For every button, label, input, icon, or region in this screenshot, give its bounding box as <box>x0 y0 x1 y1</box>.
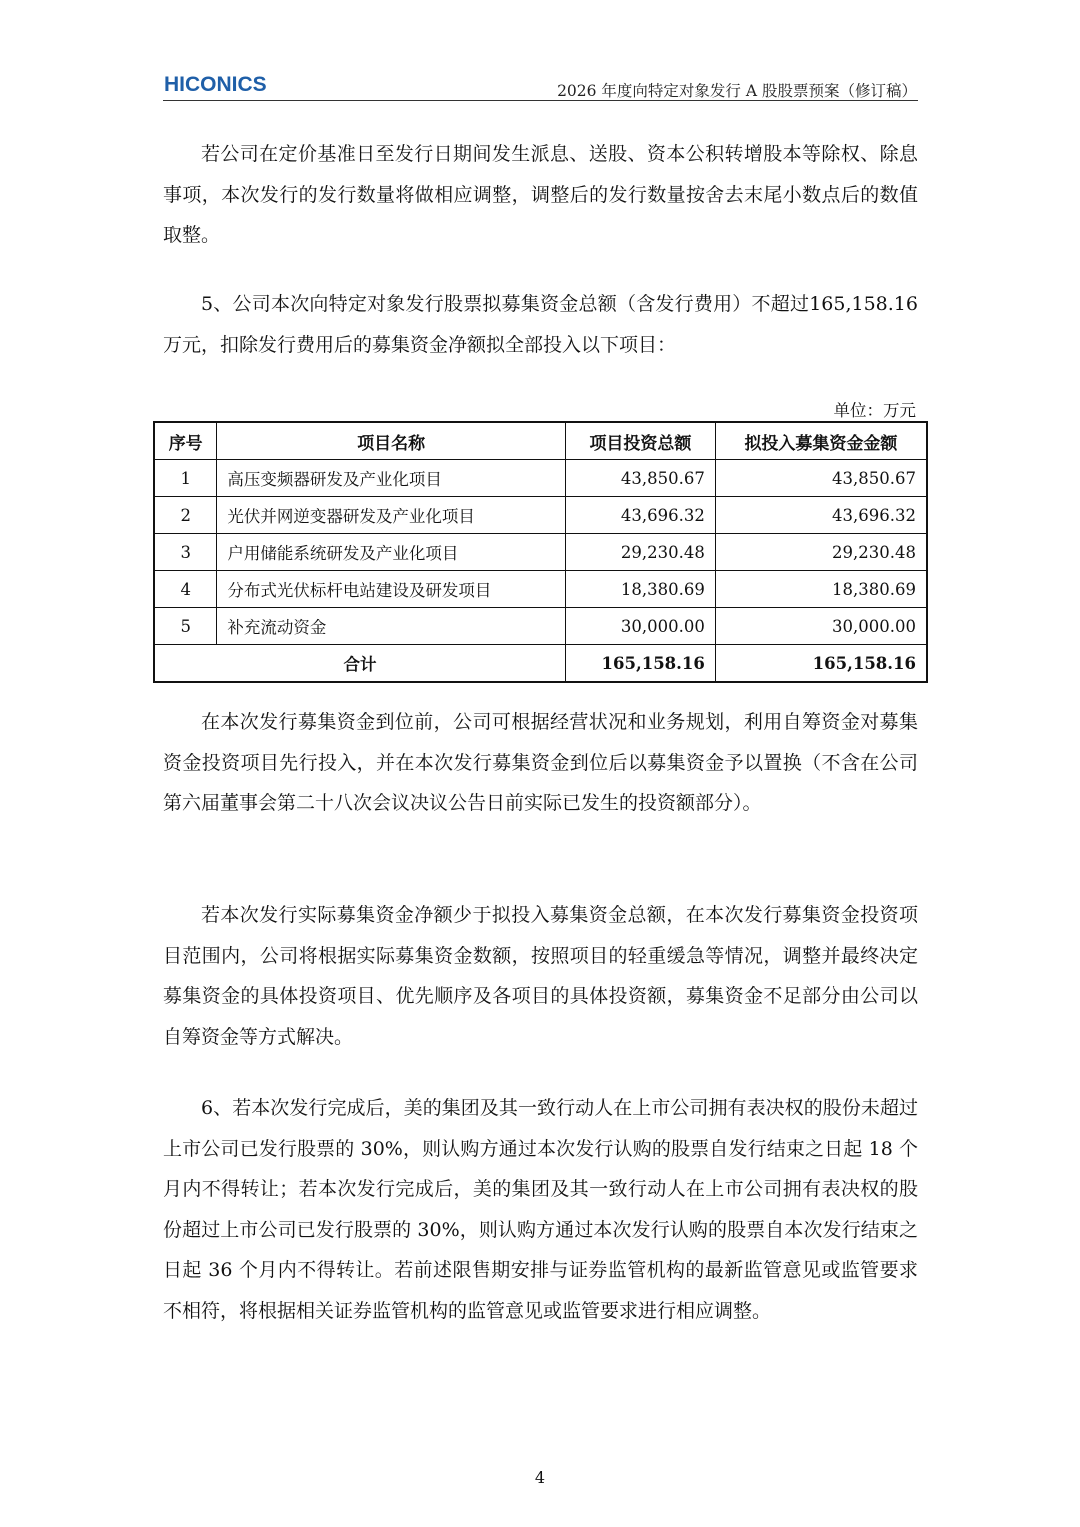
table-row <box>154 608 927 645</box>
row-total-investment: 43,696.32 <box>566 497 716 534</box>
total-investment-sum: 165,158.16 <box>566 645 716 683</box>
row-project-name: 户用储能系统研发及产业化项目 <box>217 534 566 571</box>
header-no: 序号 <box>154 422 217 460</box>
table-row <box>154 571 927 608</box>
row-total-investment: 43,850.67 <box>566 460 716 497</box>
table-row <box>154 534 927 571</box>
row-raised-funds: 43,696.32 <box>715 497 927 534</box>
header-divider <box>163 100 918 101</box>
paragraph-pre-investment: 在本次发行募集资金到位前，公司可根据经营状况和业务规划，利用自筹资金对募集资金投资项目先行投入，并在本次发行募集资金到位后以募集资金予以置换（不含在公司第六届董事会第二十八次会议决议公告日前实际已发生的投资额部分）。 <box>163 711 918 814</box>
row-project-name: 分布式光伏标杆电站建设及研发项目 <box>217 571 566 608</box>
paragraph-adjustment: 若公司在定价基准日至发行日期间发生派息、送股、资本公积转增股本等除权、除息事项，本次发行的发行数量将做相应调整，调整后的发行数量按舍去末尾小数点后的数值取整。 <box>163 143 918 246</box>
header-raised-funds: 拟投入募集资金金额 <box>715 422 927 460</box>
row-no: 1 <box>154 460 217 497</box>
paragraph-lockup: 6、若本次发行完成后，美的集团及其一致行动人在上市公司拥有表决权的股份未超过上市公司已发行股票的 30%，则认购方通过本次发行认购的股票自发行结束之日起 18 个月内不得转让；若本次发行完成后，美的集团及其一致行动人在上市公司拥有表决权的股份超过上市公司已发行股票的 30%，则认购方通过本次发行认购的股票自本次发行结束之日起 36 个月内不得转让。若前述限售期安排与证券监管机构的最新监管意见或监管要求不相符，将根据相关证券监管机构的监管意见或监管要求进行相应调整。 <box>163 1097 918 1322</box>
page-number: 4 <box>534 1468 546 1487</box>
row-raised-funds: 43,850.67 <box>715 460 927 497</box>
table-unit-label: 单位：万元 <box>833 401 916 420</box>
row-project-name: 补充流动资金 <box>217 608 566 645</box>
row-raised-funds: 30,000.00 <box>715 608 927 645</box>
row-no: 4 <box>154 571 217 608</box>
row-raised-funds: 29,230.48 <box>715 534 927 571</box>
row-project-name: 光伏并网逆变器研发及产业化项目 <box>217 497 566 534</box>
header-total-investment: 项目投资总额 <box>566 422 716 460</box>
total-raised-sum: 165,158.16 <box>715 645 927 683</box>
table-row <box>154 460 927 497</box>
row-total-investment: 30,000.00 <box>566 608 716 645</box>
company-logo: HICONICS <box>164 73 267 96</box>
row-no: 2 <box>154 497 217 534</box>
document-title: 2026 年度向特定对象发行 A 股股票预案（修订稿） <box>557 82 917 100</box>
paragraph-shortfall: 若本次发行实际募集资金净额少于拟投入募集资金总额，在本次发行募集资金投资项目范围内，公司将根据实际募集资金数额，按照项目的轻重缓急等情况，调整并最终决定募集资金的具体投资项目、优先顺序及各项目的具体投资额，募集资金不足部分由公司以自筹资金等方式解决。 <box>163 904 918 1048</box>
fund-projects-table <box>153 421 928 683</box>
row-raised-funds: 18,380.69 <box>715 571 927 608</box>
table-header-row <box>154 422 927 460</box>
header-project-name: 项目名称 <box>217 422 566 460</box>
row-project-name: 高压变频器研发及产业化项目 <box>217 460 566 497</box>
row-no: 5 <box>154 608 217 645</box>
table-total-row <box>154 645 927 683</box>
table-row <box>154 497 927 534</box>
row-total-investment: 29,230.48 <box>566 534 716 571</box>
row-no: 3 <box>154 534 217 571</box>
total-label: 合计 <box>154 645 566 683</box>
row-total-investment: 18,380.69 <box>566 571 716 608</box>
paragraph-fund-raising: 5、公司本次向特定对象发行股票拟募集资金总额（含发行费用）不超过165,158.16 万元，扣除发行费用后的募集资金净额拟全部投入以下项目： <box>163 293 918 356</box>
